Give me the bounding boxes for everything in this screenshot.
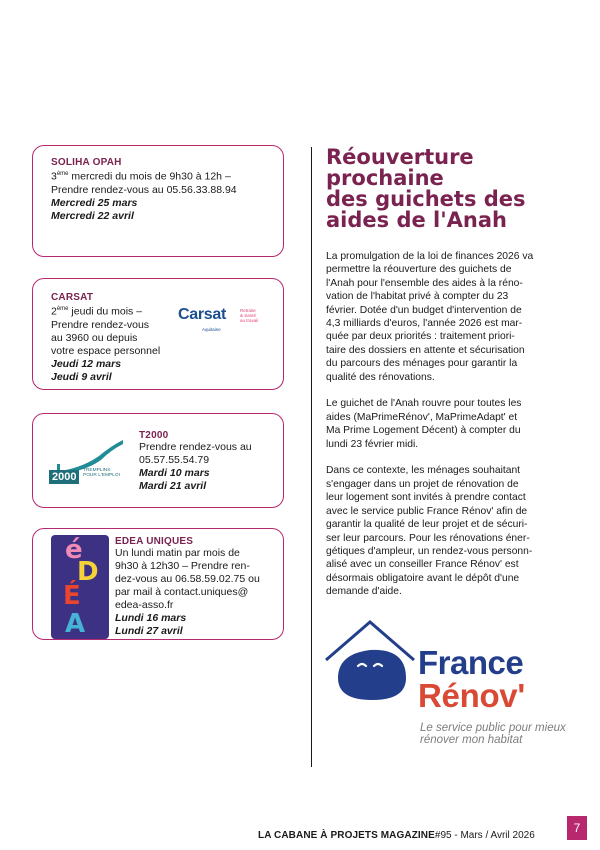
card-text: 9h30 à 12h30 – Prendre ren- <box>115 560 250 572</box>
card-title: CARSAT <box>51 292 94 303</box>
column-divider <box>311 147 312 767</box>
card-title: EDEA UNIQUES <box>115 536 194 547</box>
carsat-logo: Carsat Retraite & Santé au travail Aquitaine <box>178 306 259 332</box>
card-text: dez-vous au 06.58.59.02.75 ou <box>115 573 260 585</box>
soliha-card <box>32 145 284 257</box>
card-text: edea-asso.fr <box>115 599 174 611</box>
card-text: Prendre rendez-vous <box>51 318 150 331</box>
page-number: 7 <box>567 816 587 840</box>
page-footer: LA CABANE À PROJETS MAGAZINE#95 - Mars / Avril 2026 <box>258 830 535 841</box>
card-date: Lundi 27 avril <box>115 625 183 637</box>
card-date: Jeudi 9 avril <box>51 370 112 383</box>
card-text: 05.57.55.54.79 <box>139 454 210 466</box>
france-renov-logo: France Rénov' Le service public pour mieux rénover mon habitat <box>322 620 592 755</box>
card-text: Prendre rendez-vous au 05.56.33.88.94 <box>51 183 237 196</box>
card-title: T2000 <box>139 430 169 441</box>
article-paragraph: La promulgation de la loi de finances 2026 va permettre la réouverture des guichets de l'Anah pour l'ensemble des aides à la réno-vation de l'habitat privé à compter du 23 février. Dotée d'un budget d'intervention de 4,3 milliards d'euros, l'année 2026 est mar-quée par deux priorités : traitement priori-taire des dossiers en attente et sécurisation du parcours des ménages pour garantir la qualité des rénovations. <box>326 251 534 383</box>
card-date: Mercredi 22 avril <box>51 209 134 222</box>
card-date: Jeudi 12 mars <box>51 357 122 370</box>
article-body <box>326 250 534 612</box>
article-headline: Réouverture prochaine des guichets des aides de l'Anah <box>326 145 526 232</box>
t2000-card <box>32 413 284 508</box>
card-text: Prendre rendez-vous au <box>139 441 252 453</box>
card-text: Un lundi matin par mois de <box>115 547 240 559</box>
article-paragraph: Dans ce contexte, les ménages souhaitant s'engager dans un projet de rénovation de leur logement sont invités à prendre contact avec le service public France Rénov' afin de garantir la qualité de leur projet et de sécuri-ser leur parcours. Pour les rénovations éner-gétiques d'ampleur, un rendez-vous personn-alisé avec un conseiller France Rénov' est désormais obligatoire avant le dépôt d'une demande d'aide. <box>326 465 533 598</box>
card-date: Mardi 10 mars <box>139 467 210 479</box>
card-date: Lundi 16 mars <box>115 612 187 624</box>
card-text: votre espace personnel <box>51 344 161 357</box>
card-text: au 3960 ou depuis <box>51 331 138 344</box>
carsat-card <box>32 278 284 390</box>
card-text: 2ème jeudi du mois – <box>51 305 143 318</box>
card-title: SOLIHA OPAH <box>51 157 122 168</box>
house-icon <box>322 620 418 710</box>
card-text: 3ème mercredi du mois de 9h30 à 12h – <box>51 170 231 183</box>
t2000-logo: 2000 TREMPLINS POUR L'EMPLOI <box>49 434 129 494</box>
card-text: par mail à contact.uniques@ <box>115 586 249 598</box>
card-date: Mercredi 25 mars <box>51 196 138 209</box>
article-paragraph: Le guichet de l'Anah rouvre pour toutes les aides (MaPrimeRénov', MaPrimeAdapt' et Ma Prime Logement Décent) à compter du lundi 23 février midi. <box>326 398 522 450</box>
edea-logo: é D É A <box>51 535 109 639</box>
edea-card <box>32 528 284 640</box>
card-date: Mardi 21 avril <box>139 480 207 492</box>
